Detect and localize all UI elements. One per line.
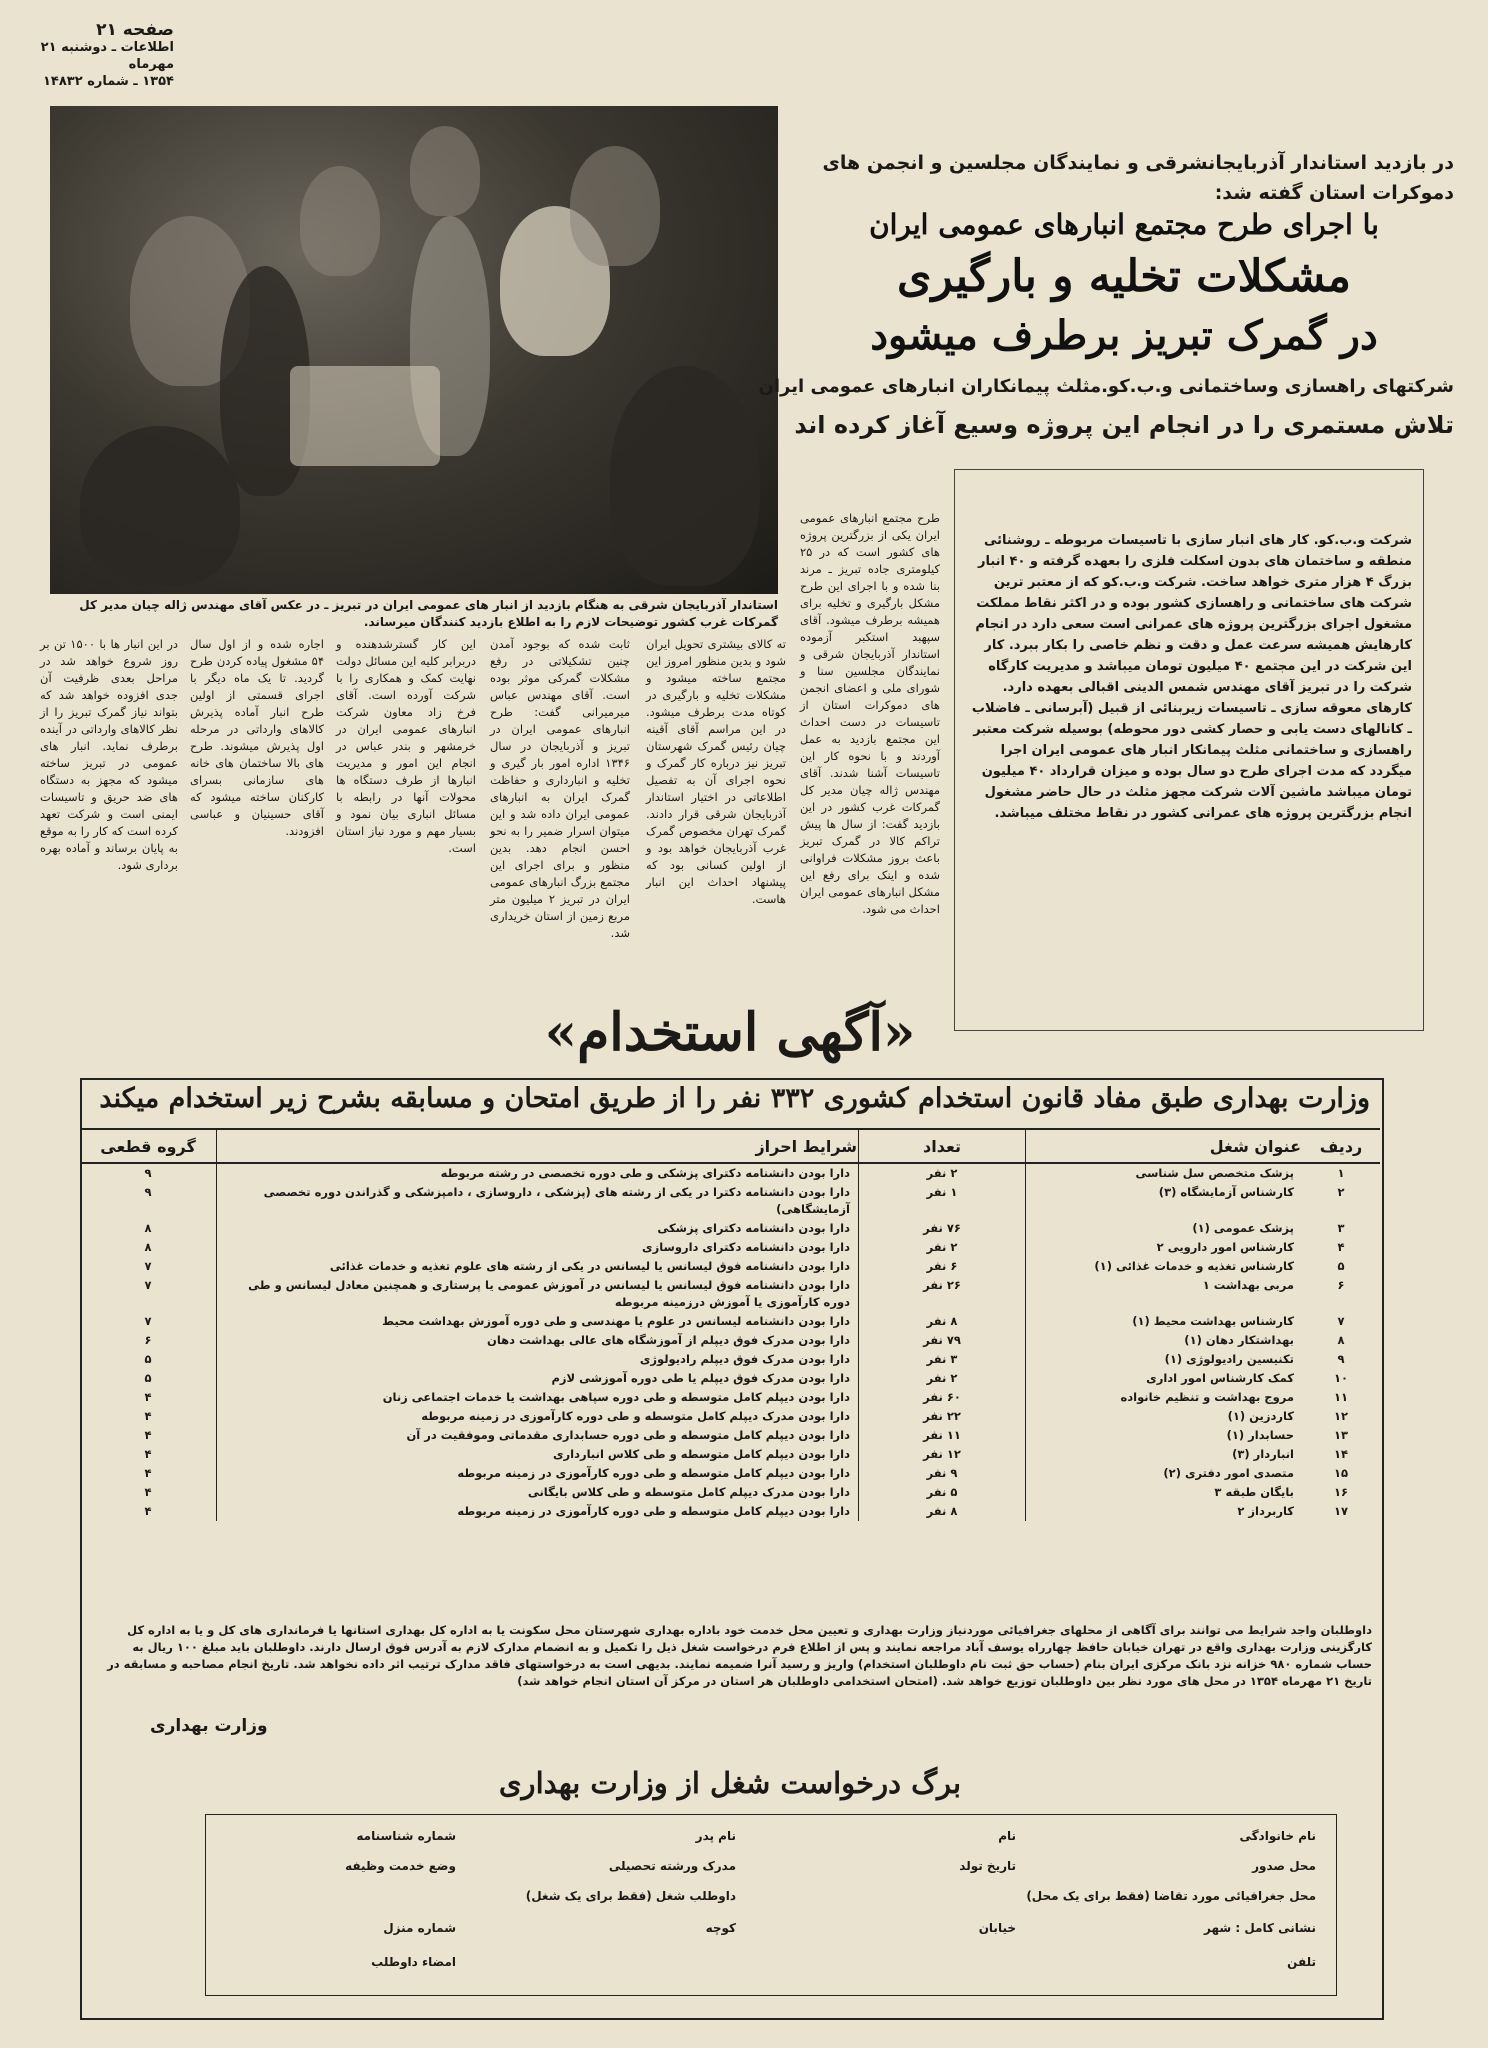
job-conditions: دارا بودن دیپلم کامل متوسطه و طی دوره کارآموزی در زمینه مربوطه bbox=[217, 1502, 859, 1521]
form-label: نشانی کامل : شهر bbox=[1203, 1921, 1316, 1935]
headline-line-1: با اجرای طرح مجتمع انبارهای عمومی ایران bbox=[869, 208, 1379, 241]
job-grade: ۸ bbox=[144, 1240, 152, 1254]
table-row bbox=[80, 1502, 1380, 1521]
job-conditions: دارا بودن مدرک دیپلم کامل متوسطه و طی کلاس بایگانی bbox=[217, 1483, 859, 1502]
article-column: طرح مجتمع انبارهای عمومی ایران یکی از بزرگترین پروژه های کشور است که در ۲۵ کیلومتری جاده تبریز ـ مرند بنا شده و با اجرای این طرح مشکل بارگیری و تخلیه برای همیشه برطرف میشود. آقای سپهبد استکبر آزموده استاندار آذربایجان شرقی و نمایندگان مجلسین سنا و شورای ملی و اعضای انجمن های دموکرات استان از تاسیسات در دست احداث این مجتمع بازدید به عمل آوردند و با نحوه کار این تاسیسات آشنا شدند. آقای مهندس ژاله چیان مدیر کل گمرکات غرب کشور در این بازدید گفت: از سال ها پیش تراکم کالا در گمرک تبریز باعث بروز مشکلات فراوانی شده و اینک برای رفع این مشکل انبارهای عمومی ایران احداث می شود. bbox=[800, 511, 940, 916]
job-title: مربی بهداشت ۱ bbox=[1026, 1276, 1303, 1312]
job-conditions: دارا بودن دیپلم کامل متوسطه و طی دوره سپاهی بهداشت یا خدمات اجتماعی زنان bbox=[217, 1388, 859, 1407]
job-conditions: دارا بودن دانشنامه دکترا در یکی از رشته های (پزشکی ، داروسازی ، دامپزشکی و گذراندن دوره تخصصی آزمایشگاهی) bbox=[217, 1183, 859, 1219]
table-row bbox=[80, 1350, 1380, 1369]
job-count: ۱ نفر bbox=[859, 1183, 1026, 1219]
article-intro: در بازدید استاندار آذربایجانشرقی و نمایندگان مجلسین و انجمن های دموکرات استان گفته شد: bbox=[822, 152, 1454, 204]
job-count: ۲ نفر bbox=[859, 1369, 1026, 1388]
job-grade: ۴ bbox=[144, 1485, 152, 1499]
job-title: حسابدار (۱) bbox=[1026, 1426, 1303, 1445]
ad-signature: وزارت بهداری bbox=[150, 1716, 268, 1736]
ad-subtitle: وزارت بهداری طبق مفاد قانون استخدام کشوری ۳۳۲ نفر را از طریق امتحان و مسابقه بشرح زیر استخدام میکند bbox=[99, 1083, 1370, 1114]
row-number: ۳ bbox=[1337, 1221, 1345, 1235]
job-title: پزشک متخصص سل شناسی bbox=[1026, 1163, 1303, 1183]
job-count: ۱۲ نفر bbox=[859, 1445, 1026, 1464]
job-title: کارشناس امور دارویی ۲ bbox=[1026, 1238, 1303, 1257]
form-label: نام bbox=[998, 1829, 1016, 1843]
article-column: ته کالای بیشتری تحویل ایران شود و بدین منظور امروز این مجتمع ساخته میشود و مشکلات تخلیه و بارگیری در کوتاه مدت برطرف میشود. در این مراسم آقای آقینه چیان رئیس گمرک شهرستان تبریز نیز درباره کار گمرک و نحوه اجرای آن به تفصیل اطلاعاتی در اختیار استاندار آذربایجان شرقی قرار دادند. گمرک تهران مخصوص گمرک غرب آذربایجان خواهد بود و از اولین کسانی بود که پیشنهاد احداث این انبار هاست. bbox=[646, 637, 786, 906]
table-row bbox=[80, 1163, 1380, 1183]
table-row bbox=[80, 1388, 1380, 1407]
row-number: ۱۲ bbox=[1333, 1409, 1349, 1423]
table-row bbox=[80, 1331, 1380, 1350]
form-title: برگ درخواست شغل از وزارت بهداری bbox=[498, 1766, 962, 1800]
job-grade: ۴ bbox=[144, 1390, 152, 1404]
job-title: کارشناس بهداشت محیط (۱) bbox=[1026, 1312, 1303, 1331]
job-count: ۷۶ نفر bbox=[859, 1219, 1026, 1238]
job-conditions: دارا بودن مدرک فوق دیپلم یا طی دوره آموزشی لازم bbox=[217, 1369, 859, 1388]
job-grade: ۵ bbox=[144, 1352, 152, 1366]
subhead-line-2: تلاش مستمری را در انجام این پروژه وسیع آغاز کرده اند bbox=[794, 411, 1454, 439]
job-count: ۱۱ نفر bbox=[859, 1426, 1026, 1445]
job-title: کارشناس آزمایشگاه (۳) bbox=[1026, 1183, 1303, 1219]
form-label: شماره شناسنامه bbox=[356, 1829, 456, 1843]
article-column: در این انبار ها با ۱۵۰۰ تن بر روز شروع خواهد شد در مراحل بعدی ظرفیت آن جدی افزوده خواهد شد که بتواند نیاز گمرک تبریز را از نظر کالاهای وارداتی در آینده برطرف نماید. انبار های عمومی در تبریز ساخته میشود که مجهز به دستگاه های ضد حریق و تاسیسات ایمنی است و شرکت تعهد کرده است که کار را به موقع به پایان برساند و آماده بهره برداری شود. bbox=[40, 637, 178, 872]
header-title: عنوان شغل bbox=[1026, 1129, 1303, 1163]
job-title: کمک کارشناس امور اداری bbox=[1026, 1369, 1303, 1388]
job-title: انباردار (۳) bbox=[1026, 1445, 1303, 1464]
row-number: ۵ bbox=[1337, 1259, 1345, 1273]
job-grade: ۷ bbox=[144, 1314, 152, 1328]
job-title: تکنیسین رادیولوژی (۱) bbox=[1026, 1350, 1303, 1369]
headline-line-3: در گمرک تبریز برطرف میشود bbox=[870, 312, 1378, 359]
row-number: ۸ bbox=[1337, 1333, 1345, 1347]
job-count: ۲ نفر bbox=[859, 1238, 1026, 1257]
job-grade: ۴ bbox=[144, 1428, 152, 1442]
job-title: کاردزین (۱) bbox=[1026, 1407, 1303, 1426]
form-label: داوطلب شغل (فقط برای یک شغل) bbox=[525, 1889, 736, 1903]
date-line: اطلاعات ـ دوشنبه ۲۱ مهرماه bbox=[40, 40, 174, 72]
ad-notice: داوطلبان واجد شرایط می توانند برای آگاهی از محلهای جغرافیائی موردنیاز وزارت بهداری و تعیین محل خدمت خود باداره بهداری شهرستان محل سکونت یا به اداره کل بهداری استانها یا فرمانداری های کل و یا به اداره کل کارگزینی وزارت بهداری واقع در تهران خیابان حافظ چهارراه یوسف آباد مراجعه نمایند و پس از اطلاع فرم درخواست شغل ذیل را تکمیل و به انضمام مدارک لازم به آدرس فوق ارسال دارند. داوطلبان باید مبلغ ۱۰۰ ریال به حساب شماره ۹۸۰ خزانه نزد بانک مرکزی ایران بنام (حساب حق ثبت نام داوطلبان استخدام) واریز و رسید آنرا ضمیمه نمایند. بدیهی است به درخواستهای فاقد مدارک ترتیب اثر داده نخواهد شد. تاریخ انجام مصاحبه و مسابقه در تاریخ ۲۱ مهرماه ۱۳۵۴ در محل های مورد نظر بین داوطلبان توزیع خواهد شد. (امتحان استخدامی داوطلبان هر استان در مرکز آن استان انجام خواهد شد) bbox=[107, 1623, 1372, 1688]
table-row bbox=[80, 1464, 1380, 1483]
job-count: ۳ نفر bbox=[859, 1350, 1026, 1369]
job-title: کاربرداز ۲ bbox=[1026, 1502, 1303, 1521]
row-number: ۹ bbox=[1337, 1352, 1345, 1366]
job-conditions: دارا بودن دیپلم کامل متوسطه و طی دوره حسابداری مقدماتی وموفقیت در آن bbox=[217, 1426, 859, 1445]
row-number: ۱۷ bbox=[1333, 1504, 1349, 1518]
application-form bbox=[205, 1814, 1337, 1996]
article-column: ثابت شده که بوجود آمدن چنین تشکیلاتی در رفع مشکلات گمرکی موثر بوده است. آقای مهندس عباس میرمیرانی گفت: طرح انبارهای عمومی ایران در تبریز و آذربایجان در سال ۱۳۴۶ اداره امور بار گیری و تخلیه و انبارداری و حفاظت گمرک ایران به انبارهای عمومی ایران داده شد و این میتوان اسرار ضمیر را به نحو احسن انجام دهد. بدین منظور و برای اجرای این مجتمع بزرگ انبارهای عمومی ایران در تبریز ۲ میلیون متر مربع زمین از استان خریداری شد. bbox=[490, 637, 630, 940]
table-row bbox=[80, 1483, 1380, 1502]
row-number: ۱۳ bbox=[1333, 1428, 1349, 1442]
article-headline bbox=[794, 203, 1454, 365]
form-label: نام خانوادگی bbox=[1239, 1829, 1316, 1843]
job-conditions: دارا بودن دانشنامه دکترای داروسازی bbox=[217, 1238, 859, 1257]
form-label: محل جغرافیائی مورد تقاضا (فقط برای یک محل) bbox=[1026, 1889, 1316, 1903]
job-conditions: دارا بودن دانشنامه فوق لیسانس یا لیسانس در یکی از رشته های علوم تغذیه و خدمات غذائی bbox=[217, 1257, 859, 1276]
job-grade: ۸ bbox=[144, 1221, 152, 1235]
row-number: ۱۴ bbox=[1333, 1447, 1349, 1461]
article-subhead bbox=[754, 372, 1454, 448]
job-grade: ۴ bbox=[144, 1447, 152, 1461]
job-count: ۸ نفر bbox=[859, 1312, 1026, 1331]
form-label: محل صدور bbox=[1252, 1859, 1316, 1873]
header-grade: گروه قطعی bbox=[80, 1129, 217, 1163]
photo-caption: استاندار آذربایجان شرقی به هنگام بازدید از انبار های عمومی ایران در تبریز ـ در عکس آقای مهندس ژاله چیان مدیر کل گمرکات غرب کشور توضیحات لازم را به اطلاع بازدید کنندگان میرساند. bbox=[79, 598, 778, 629]
job-table-header bbox=[80, 1129, 1380, 1163]
table-row bbox=[80, 1238, 1380, 1257]
row-number: ۲ bbox=[1337, 1185, 1345, 1199]
form-label: امضاء داوطلب bbox=[371, 1955, 456, 1969]
job-conditions: دارا بودن دیپلم کامل متوسطه و طی کلاس انبارداری bbox=[217, 1445, 859, 1464]
form-label: تاریخ تولد bbox=[959, 1859, 1016, 1873]
job-count: ۹ نفر bbox=[859, 1464, 1026, 1483]
form-label: کوچه bbox=[705, 1921, 736, 1935]
table-row bbox=[80, 1257, 1380, 1276]
page-number: صفحه ۲۱ bbox=[96, 20, 174, 40]
form-label: نام پدر bbox=[695, 1829, 736, 1843]
form-label: وضع خدمت وظیفه bbox=[345, 1859, 456, 1873]
job-count: ۵ نفر bbox=[859, 1483, 1026, 1502]
row-number: ۷ bbox=[1337, 1314, 1345, 1328]
form-label: تلفن bbox=[1287, 1955, 1316, 1969]
job-conditions: دارا بودن دانشنامه دکترای پزشکی و طی دوره تخصصی در رشته مربوطه bbox=[217, 1163, 859, 1183]
job-count: ۲ نفر bbox=[859, 1163, 1026, 1183]
header-count: تعداد bbox=[859, 1129, 1026, 1163]
job-conditions: دارا بودن دانشنامه دکترای پزشکی bbox=[217, 1219, 859, 1238]
job-grade: ۹ bbox=[144, 1185, 152, 1199]
row-number: ۴ bbox=[1337, 1240, 1345, 1254]
job-title: بایگان طبقه ۳ bbox=[1026, 1483, 1303, 1502]
table-row bbox=[80, 1219, 1380, 1238]
table-row bbox=[80, 1312, 1380, 1331]
issue-line: ۱۳۵۴ ـ شماره ۱۴۸۳۲ bbox=[43, 74, 174, 89]
job-title: متصدی امور دفتری (۲) bbox=[1026, 1464, 1303, 1483]
job-count: ۷۹ نفر bbox=[859, 1331, 1026, 1350]
job-count: ۶ نفر bbox=[859, 1257, 1026, 1276]
job-title: مروج بهداشت و تنظیم خانواده bbox=[1026, 1388, 1303, 1407]
header-no: ردیف bbox=[1302, 1129, 1380, 1163]
row-number: ۱ bbox=[1337, 1166, 1345, 1180]
article-column: این کار گسترشدهنده و دربرابر کلیه این مسائل دولت نهایت کمک و همکاری را با شرکت آورده است. آقای فرخ زاد معاون شرکت انبارهای عمومی ایران در خرمشهر و بندر عباس در انجام این امور و مدیریت انبارها از طرف دستگاه ها محولات آنها در رابطه با مسائل انباری بیان نمود و بسیار مهم و مورد نیاز استان است. bbox=[336, 637, 476, 855]
job-count: ۶۰ نفر bbox=[859, 1388, 1026, 1407]
table-row bbox=[80, 1183, 1380, 1219]
table-row bbox=[80, 1426, 1380, 1445]
job-conditions: دارا بودن دانشنامه لیسانس در علوم یا مهندسی و طی دوره آموزش بهداشت محیط bbox=[217, 1312, 859, 1331]
job-title: پزشک عمومی (۱) bbox=[1026, 1219, 1303, 1238]
job-title: کارشناس تغذیه و خدمات غذائی (۱) bbox=[1026, 1257, 1303, 1276]
sidebar-box-text: شرکت و.ب.کو. کار های انبار سازی با تاسیسات مربوطه ـ روشنائی منطقه و ساختمان های بدون اسکلت فلزی را بعهده گرفته و ۴۰ انبار بزرگ ۴ هزار متری خواهد ساخت. شرکت و.ب.کو که از معتبر ترین شرکت های ساختمانی و راهسازی کشور بوده و در اکثر نقاط مملکت مشغول اجرای بزرگترین پروژه های عمرانی است سعی دارد در انجام کارهایش همیشه سرعت عمل و دقت و نظم خاصی را بکار ببرد. کار این شرکت در این مجتمع ۴۰ میلیون تومان میباشد و مدیریت کارگاه شرکت را در تبریز آقای مهندس شمس الدینی اقبالی بعهده دارد. کارهای معوقه سازی ـ تاسیسات زیربنائی از قبیل (آبرسانی ـ فاضلاب ـ کانالهای دست یابی و حصار کشی دور محوطه) بوسیله شرکت معتبر راهسازی و ساختمانی مثلث پیمانکار انبار های عمومی ایران اجرا میگردد که مدت اجرای طرح دو سال بوده و میزان قرارداد ۴۰ میلیون تومان میباشد ماشین آلات شرکت مجهز مثلث در حال حاضر مشغول انجام بزرگترین پروژه های عمرانی کشور در نقاط مختلف میباشد. bbox=[971, 533, 1412, 821]
job-conditions: دارا بودن مدرک دیپلم کامل متوسطه و طی دوره کارآموزی در زمینه مربوطه bbox=[217, 1407, 859, 1426]
subhead-line-1: شرکتهای راهسازی وساختمانی و.ب.کو.مثلث پیمانکاران انبارهای عمومی ایران bbox=[758, 376, 1454, 397]
job-grade: ۶ bbox=[144, 1333, 152, 1347]
article-column: اجاره شده و از اول سال ۵۴ مشغول پیاده کردن طرح گردید. تا یک ماه دیگر با اجرای قسمتی از اولین طرح انبار آماده پذیرش کالاهای وارداتی در مرحله اول پذیرش میشوند. طرح های بالا ساختمان های خانه های سازمانی بسرای کارکنان ساخته میشود که آقای حسینیان و عباسی افزودند. bbox=[190, 637, 324, 838]
job-conditions: دارا بودن مدرک فوق دیپلم از آموزشگاه های عالی بهداشت دهان bbox=[217, 1331, 859, 1350]
table-row bbox=[80, 1369, 1380, 1388]
row-number: ۱۵ bbox=[1333, 1466, 1349, 1480]
job-grade: ۷ bbox=[144, 1259, 152, 1273]
row-number: ۱۰ bbox=[1333, 1371, 1349, 1385]
masthead bbox=[34, 22, 174, 90]
job-table bbox=[80, 1128, 1380, 1521]
job-grade: ۴ bbox=[144, 1466, 152, 1480]
job-grade: ۵ bbox=[144, 1371, 152, 1385]
job-title: بهداشتکار دهان (۱) bbox=[1026, 1331, 1303, 1350]
job-count: ۲۲ نفر bbox=[859, 1407, 1026, 1426]
form-label: خیابان bbox=[978, 1921, 1016, 1935]
form-label: شماره منزل bbox=[383, 1921, 456, 1935]
job-conditions: دارا بودن دیپلم کامل متوسطه و طی دوره کارآموزی در زمینه مربوطه bbox=[217, 1464, 859, 1483]
row-number: ۶ bbox=[1337, 1278, 1345, 1292]
table-row bbox=[80, 1407, 1380, 1426]
row-number: ۱۶ bbox=[1333, 1485, 1349, 1499]
news-photo bbox=[50, 106, 778, 594]
ad-title: «آگهی استخدام» bbox=[544, 1002, 916, 1063]
job-count: ۸ نفر bbox=[859, 1502, 1026, 1521]
row-number: ۱۱ bbox=[1333, 1390, 1349, 1404]
job-grade: ۴ bbox=[144, 1504, 152, 1518]
job-conditions: دارا بودن مدرک فوق دیپلم رادیولوژی bbox=[217, 1350, 859, 1369]
headline-line-2: مشکلات تخلیه و بارگیری bbox=[897, 251, 1351, 302]
table-row bbox=[80, 1445, 1380, 1464]
job-conditions: دارا بودن دانشنامه فوق لیسانس یا لیسانس در آموزش عمومی یا پرستاری و همچنین معادل لیسانس و طی دوره کارآموزی یا آموزش درزمینه مربوطه bbox=[217, 1276, 859, 1312]
job-grade: ۴ bbox=[144, 1409, 152, 1423]
job-count: ۲۶ نفر bbox=[859, 1276, 1026, 1312]
form-label: مدرک ورشته تحصیلی bbox=[608, 1859, 736, 1873]
job-grade: ۹ bbox=[144, 1166, 152, 1180]
header-conditions: شرایط احراز bbox=[217, 1129, 859, 1163]
table-row bbox=[80, 1276, 1380, 1312]
job-grade: ۷ bbox=[144, 1278, 152, 1292]
